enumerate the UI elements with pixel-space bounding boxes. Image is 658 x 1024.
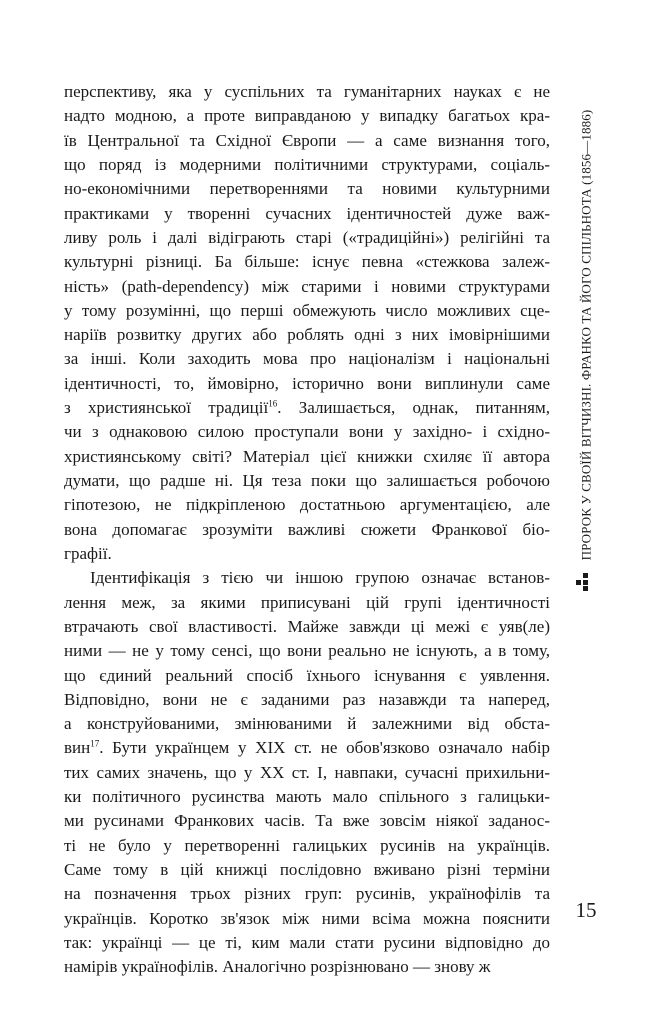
line-text: на позначення трьох різних груп: русинів, українофілів та <box>64 884 550 904</box>
running-title <box>574 96 598 574</box>
text-line <box>64 129 550 153</box>
line-text: практиками у творенні сучасних ідентичностей дуже важ- <box>64 203 550 223</box>
text-line <box>64 712 550 736</box>
text-line <box>64 420 550 444</box>
line-text: но-економічними перетвореннями та новими культурними <box>64 179 550 199</box>
text-line <box>64 809 550 833</box>
body-text <box>64 80 550 980</box>
line-text: вона допомагає зрозуміти важливі сюжети Франкової біо- <box>64 519 550 539</box>
line-text: ті не було у перетворенні галицьких русинів на українців. <box>64 835 550 855</box>
paragraph-1 <box>64 80 550 566</box>
line-text: вин <box>64 738 91 758</box>
text-line <box>64 275 550 299</box>
line-text: втрачають свої властивості. Майже завжди ці межі є уяв(ле) <box>64 616 550 636</box>
text-line <box>64 347 550 371</box>
line-text: за інші. Коли заходить мова про націоналізм і національні <box>64 349 550 369</box>
line-text: з християнської традиції <box>64 398 269 418</box>
section-marker-icon <box>576 573 594 591</box>
footnote-ref: 16 <box>268 398 278 409</box>
text-line <box>64 639 550 663</box>
footnote-ref: 17 <box>90 738 100 749</box>
text-line <box>64 615 550 639</box>
line-text: гіпотезою, не підкріпленою достатньою аргументацією, але <box>64 495 550 515</box>
line-text: у тому розумінні, що перші обмежують число можливих сце- <box>64 300 550 320</box>
text-line <box>64 761 550 785</box>
line-text: думати, що радше ні. Ця теза поки що залишається робочою <box>64 471 550 490</box>
line-text: так: українці — це ті, ким мали стати русини відповідно до <box>64 932 550 952</box>
line-text: українців. Коротко зв'язок між ними всіма можна пояснити <box>64 908 550 928</box>
line-text: лення меж, за якими приписувані цій групі ідентичності <box>64 592 550 612</box>
text-line <box>64 202 550 226</box>
text-line <box>64 858 550 882</box>
page-number: 15 <box>575 898 597 922</box>
line-text: надто модною, а проте виправданою у випадку багатьох кра- <box>64 106 550 126</box>
text-line <box>64 104 550 128</box>
line-text: ними — не у тому сенсі, що вони реально не існують, а в тому, <box>64 641 550 661</box>
line-text: ки політичного русинства мають мало спільного з галицьки- <box>64 787 550 807</box>
text-line <box>64 907 550 931</box>
line-text: ливу роль і далі відіграють старі («традиційні») релігійні та <box>64 227 550 247</box>
text-line <box>64 688 550 712</box>
text-line <box>64 664 550 688</box>
line-text: культурні різниці. Ба більше: існує певна «стежкова залеж- <box>64 252 550 272</box>
text-line <box>64 834 550 858</box>
line-text: перспективу, яка у суспільних та гуманітарних науках є не <box>64 82 550 101</box>
line-text: наріїв розвитку других або роблять одні з них імовірнішими <box>64 325 550 345</box>
text-line <box>64 153 550 177</box>
line-text: тих самих значень, що у XX ст. І, навпаки, сучасні прихильни- <box>64 762 550 782</box>
text-line <box>64 226 550 250</box>
text-line <box>64 250 550 274</box>
text-line <box>64 177 550 201</box>
text-line <box>64 591 550 615</box>
line-text: їв Центральної та Східної Європи — а саме визнання того, <box>64 130 550 150</box>
line-text: ність» (path-dependency) між старими і новими структурами <box>64 276 550 296</box>
text-line <box>64 372 550 396</box>
line-text: що поряд із модерними політичними структурами, соціаль- <box>64 154 550 174</box>
line-text: що єдиний реальний спосіб їхнього існування є уявлення. <box>64 665 550 685</box>
text-line <box>64 323 550 347</box>
text-line <box>64 931 550 955</box>
text-line <box>64 469 550 493</box>
text-line <box>64 493 550 517</box>
line-text-tail: . Бути українцем у XIX ст. не обов'язково означало набір <box>99 738 550 758</box>
text-line <box>64 566 550 590</box>
text-line <box>64 518 550 542</box>
text-line <box>64 542 550 566</box>
line-text: а конструйованими, змінюваними й залежними від обста- <box>64 714 550 734</box>
line-text: Саме тому в цій книжці послідовно вживано різні терміни <box>64 860 550 879</box>
text-line <box>64 445 550 469</box>
running-title-text: ПРОРОК У СВОЇЙ ВІТЧИЗНІ. ФРАНКО ТА ЙОГО СПІЛЬНОТА (1856—1886) <box>578 109 594 561</box>
text-line <box>64 80 550 104</box>
line-text: чи з однаковою силою проступали вони у західно- і східно- <box>64 422 550 442</box>
line-text-tail: . Залишається, однак, питанням, <box>277 398 550 418</box>
text-line <box>64 882 550 906</box>
paragraph-2 <box>64 566 550 979</box>
line-text: Відповідно, вони не є заданими раз назавжди та наперед, <box>64 689 550 709</box>
line-text: графії. <box>64 543 112 563</box>
line-text: ми русинами Франкових часів. Та вже зовсім ніякої заданос- <box>64 811 550 831</box>
line-text: Ідентифікація з тією чи іншою групою означає встанов- <box>90 568 550 588</box>
line-text: християнському світі? Матеріал цієї книжки схиляє її автора <box>64 446 550 466</box>
line-text: ідентичності, то, ймовірно, історично вони виплинули саме <box>64 373 550 393</box>
text-line <box>64 396 550 420</box>
line-text: намірів українофілів. Аналогічно розрізнювано — знову ж <box>64 957 491 977</box>
text-line <box>64 955 550 979</box>
text-line <box>64 736 550 760</box>
text-line <box>64 785 550 809</box>
text-line <box>64 299 550 323</box>
